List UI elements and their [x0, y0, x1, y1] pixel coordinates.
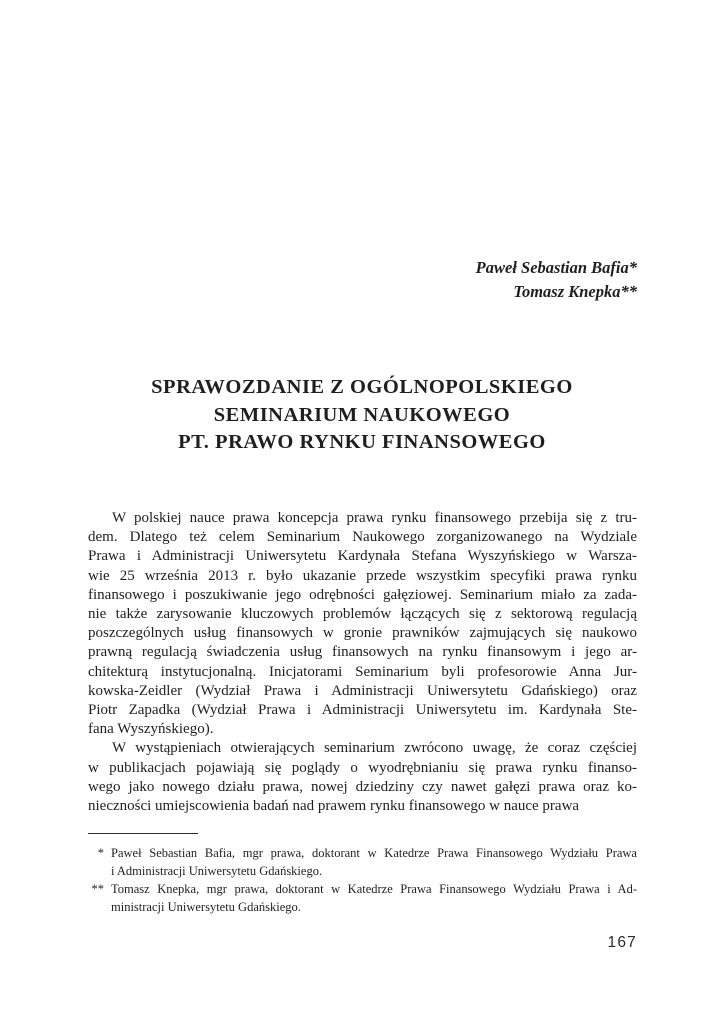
body-text-line: w publikacjach pojawiają się poglądy o wyodrębnianiu się prawa rynku finanso- — [88, 759, 637, 776]
body-text-line: Prawa i Administracji Uniwersytetu Kardynała Stefana Wyszyńskiego w Warsza- — [88, 548, 637, 565]
paragraph-2 — [88, 739, 637, 816]
article-title — [60, 374, 664, 457]
body-text-line: chitekturą instytucjonalną. Inicjatorami Seminarium byli profesorowie Anna Jur- — [88, 663, 637, 680]
title-line: PT. PRAWO RYNKU FINANSOWEGO — [178, 431, 546, 453]
body-text-line: finansowego i poszukiwanie jego odrębności gałęziowej. Seminarium miało za zada- — [88, 586, 637, 603]
body-text-line: dem. Dlatego też celem Seminarium Naukowego zorganizowanego na Wydziale — [88, 529, 637, 546]
title-line: SPRAWOZDANIE Z OGÓLNOPOLSKIEGO — [151, 376, 573, 398]
body-text-line: wego jako nowego działu prawa, nowej dziedziny czy nawet gałęzi prawa oraz ko- — [88, 778, 637, 795]
body-text-line: kowska-Zeidler (Wydział Prawa i Administracji Uniwersytetu Gdańskiego) oraz — [88, 682, 637, 699]
title-line: SEMINARIUM NAUKOWEGO — [213, 403, 511, 426]
footnote-separator — [88, 833, 198, 834]
author-name: Paweł Sebastian Bafia* — [475, 258, 637, 277]
body-text-line: W wystąpieniach otwierających seminarium zwrócono uwagę, że coraz częściej — [112, 740, 637, 757]
body-text-line: wie 25 września 2013 r. było ukazanie przede wszystkim specyfiki prawa rynku — [88, 567, 637, 584]
footnotes-block — [88, 844, 637, 916]
author-name: Tomasz Knepka** — [513, 282, 637, 301]
body-text-line: poszczególnych usług finansowych w gronie prawników zajmujących się naukowo — [88, 625, 637, 642]
footnote-line: i Administracji Uniwersytetu Gdańskiego. — [111, 864, 323, 878]
paragraph-1 — [88, 509, 637, 739]
footnote-line: Tomasz Knepka, mgr prawa, doktorant w Katedrze Prawa Finansowego Wydziału Prawa i Ad- — [111, 882, 637, 896]
footnote-marker: ** — [91, 882, 104, 896]
body-text-line: Piotr Zapadka (Wydział Prawa i Administracji Uniwersytetu im. Kardynała Ste- — [88, 702, 637, 719]
footnote-text — [111, 844, 637, 880]
footnote-line: Paweł Sebastian Bafia, mgr prawa, doktorant w Katedrze Prawa Finansowego Wydziału Prawa — [111, 846, 637, 860]
body-text-line: prawną regulacją świadczenia usług finansowych na rynku finansowym i jego ar- — [88, 644, 637, 661]
author-block — [88, 256, 637, 304]
body-text-line: W polskiej nauce prawa koncepcja prawa rynku finansowego przebija się z tru- — [112, 510, 637, 526]
footnote-1 — [88, 844, 637, 880]
page-number: 167 — [607, 934, 637, 951]
body-text-line: nie także zarysowanie kluczowych problemów łączących się z sektorową regulacją — [88, 606, 637, 623]
body-text-line: fana Wyszyńskiego). — [88, 721, 214, 738]
footnote-marker: * — [97, 846, 104, 860]
footnote-line: ministracji Uniwersytetu Gdańskiego. — [111, 900, 301, 914]
footnote-text — [111, 880, 637, 916]
body-text-line: nieczności umiejscowienia badań nad prawem rynku finansowego w nauce prawa — [88, 798, 580, 815]
footnote-2 — [88, 880, 637, 916]
article-body — [88, 509, 637, 816]
